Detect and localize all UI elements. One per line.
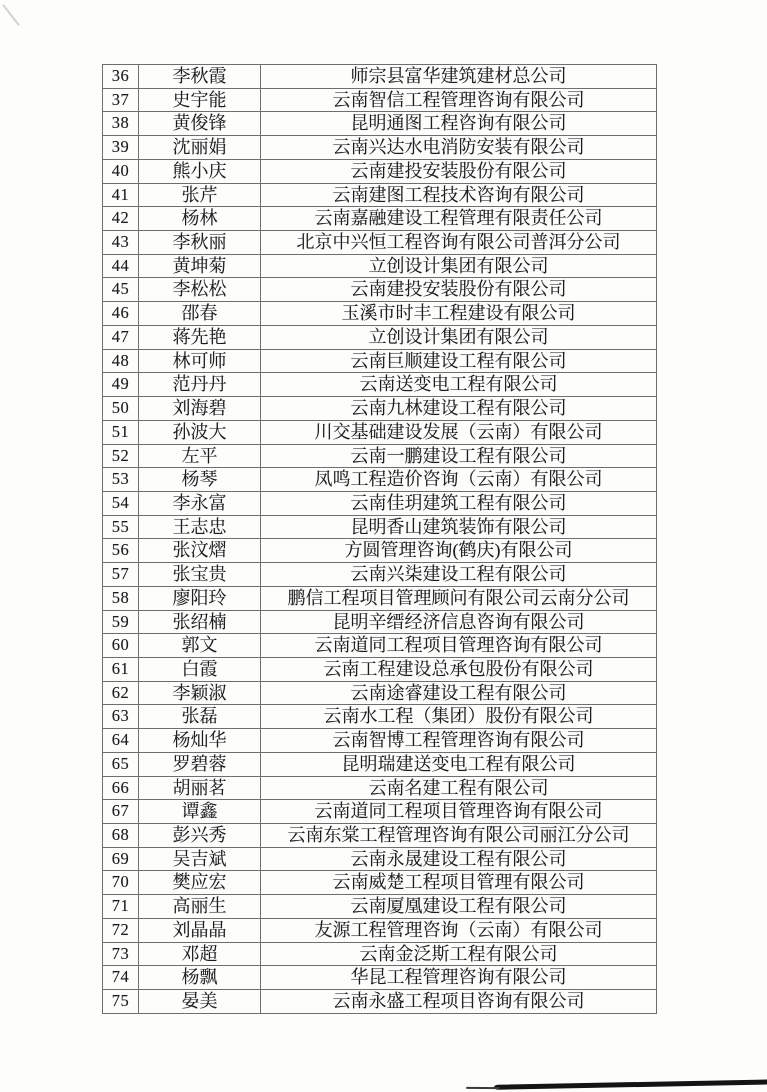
company-name-cell: 云南嘉融建设工程管理有限责任公司 (261, 207, 657, 231)
person-name-cell: 罗碧蓉 (139, 752, 261, 776)
person-name-cell: 廖阳玲 (139, 586, 261, 610)
person-name-cell: 孙波大 (139, 420, 261, 444)
company-name-cell: 云南兴柒建设工程有限公司 (261, 563, 657, 587)
table-row (103, 681, 657, 705)
person-name-cell: 杨灿华 (139, 729, 261, 753)
table-row (103, 800, 657, 824)
table-row (103, 373, 657, 397)
row-number-cell: 37 (103, 88, 139, 112)
company-name-cell: 云南威楚工程项目管理有限公司 (261, 871, 657, 895)
company-name-cell: 云南永盛工程项目咨询有限公司 (261, 990, 657, 1014)
person-name-cell: 樊应宏 (139, 871, 261, 895)
row-number-cell: 59 (103, 610, 139, 634)
company-name-cell: 昆明香山建筑装饰有限公司 (261, 515, 657, 539)
person-name-cell: 林可师 (139, 349, 261, 373)
table-row (103, 207, 657, 231)
row-number-cell: 43 (103, 231, 139, 255)
scan-artifact-corner-scratch (2, 4, 20, 26)
company-name-cell: 玉溪市时丰工程建设有限公司 (261, 302, 657, 326)
company-name-cell: 云南东棠工程管理咨询有限公司丽江分公司 (261, 824, 657, 848)
table-row (103, 420, 657, 444)
person-name-cell: 白霞 (139, 657, 261, 681)
row-number-cell: 65 (103, 752, 139, 776)
company-name-cell: 昆明瑞建送变电工程有限公司 (261, 752, 657, 776)
table-row (103, 847, 657, 871)
row-number-cell: 73 (103, 942, 139, 966)
person-name-cell: 高丽生 (139, 895, 261, 919)
company-name-cell: 云南送变电工程有限公司 (261, 373, 657, 397)
roster-table (102, 64, 657, 1014)
row-number-cell: 40 (103, 159, 139, 183)
row-number-cell: 70 (103, 871, 139, 895)
company-name-cell: 云南道同工程项目管理咨询有限公司 (261, 634, 657, 658)
table-row (103, 610, 657, 634)
person-name-cell: 张汶熠 (139, 539, 261, 563)
person-name-cell: 晏美 (139, 990, 261, 1014)
person-name-cell: 邵春 (139, 302, 261, 326)
row-number-cell: 38 (103, 112, 139, 136)
person-name-cell: 张磊 (139, 705, 261, 729)
company-name-cell: 云南道同工程项目管理咨询有限公司 (261, 800, 657, 824)
company-name-cell: 方圆管理咨询(鹤庆)有限公司 (261, 539, 657, 563)
table-row (103, 65, 657, 89)
table-row (103, 112, 657, 136)
row-number-cell: 56 (103, 539, 139, 563)
company-name-cell: 云南兴达水电消防安装有限公司 (261, 136, 657, 160)
row-number-cell: 72 (103, 918, 139, 942)
company-name-cell: 鹏信工程项目管理顾问有限公司云南分公司 (261, 586, 657, 610)
row-number-cell: 49 (103, 373, 139, 397)
row-number-cell: 74 (103, 966, 139, 990)
person-name-cell: 吴吉斌 (139, 847, 261, 871)
company-name-cell: 友源工程管理咨询（云南）有限公司 (261, 918, 657, 942)
table-row (103, 824, 657, 848)
company-name-cell: 云南金泛斯工程有限公司 (261, 942, 657, 966)
row-number-cell: 58 (103, 586, 139, 610)
company-name-cell: 师宗县富华建筑建材总公司 (261, 65, 657, 89)
row-number-cell: 67 (103, 800, 139, 824)
company-name-cell: 云南工程建设总承包股份有限公司 (261, 657, 657, 681)
person-name-cell: 李永富 (139, 491, 261, 515)
row-number-cell: 46 (103, 302, 139, 326)
table-row (103, 159, 657, 183)
row-number-cell: 69 (103, 847, 139, 871)
person-name-cell: 李秋霞 (139, 65, 261, 89)
person-name-cell: 熊小庆 (139, 159, 261, 183)
person-name-cell: 张宝贵 (139, 563, 261, 587)
row-number-cell: 66 (103, 776, 139, 800)
table-row (103, 88, 657, 112)
company-name-cell: 华昆工程管理咨询有限公司 (261, 966, 657, 990)
scan-artifact-bottom-line (494, 1079, 767, 1090)
person-name-cell: 黄俊锋 (139, 112, 261, 136)
company-name-cell: 凤鸣工程造价咨询（云南）有限公司 (261, 468, 657, 492)
row-number-cell: 39 (103, 136, 139, 160)
person-name-cell: 刘晶晶 (139, 918, 261, 942)
table-row (103, 183, 657, 207)
row-number-cell: 68 (103, 824, 139, 848)
table-row (103, 942, 657, 966)
row-number-cell: 36 (103, 65, 139, 89)
company-name-cell: 云南厦凰建设工程有限公司 (261, 895, 657, 919)
person-name-cell: 范丹丹 (139, 373, 261, 397)
person-name-cell: 沈丽娟 (139, 136, 261, 160)
person-name-cell: 李秋丽 (139, 231, 261, 255)
table-row (103, 895, 657, 919)
table-row (103, 657, 657, 681)
person-name-cell: 左平 (139, 444, 261, 468)
table-row (103, 491, 657, 515)
row-number-cell: 54 (103, 491, 139, 515)
table-row (103, 278, 657, 302)
table-row (103, 136, 657, 160)
person-name-cell: 杨琴 (139, 468, 261, 492)
person-name-cell: 郭文 (139, 634, 261, 658)
row-number-cell: 55 (103, 515, 139, 539)
table-row (103, 563, 657, 587)
company-name-cell: 云南名建工程有限公司 (261, 776, 657, 800)
row-number-cell: 47 (103, 325, 139, 349)
person-name-cell: 张绍楠 (139, 610, 261, 634)
person-name-cell: 蒋先艳 (139, 325, 261, 349)
company-name-cell: 立创设计集团有限公司 (261, 254, 657, 278)
table-row (103, 539, 657, 563)
table-row (103, 397, 657, 421)
person-name-cell: 张芹 (139, 183, 261, 207)
row-number-cell: 63 (103, 705, 139, 729)
person-name-cell: 杨林 (139, 207, 261, 231)
table-row (103, 990, 657, 1014)
row-number-cell: 53 (103, 468, 139, 492)
table-row (103, 515, 657, 539)
company-name-cell: 云南建图工程技术咨询有限公司 (261, 183, 657, 207)
table-row (103, 468, 657, 492)
person-name-cell: 李松松 (139, 278, 261, 302)
person-name-cell: 谭鑫 (139, 800, 261, 824)
company-name-cell: 云南智信工程管理咨询有限公司 (261, 88, 657, 112)
row-number-cell: 42 (103, 207, 139, 231)
company-name-cell: 云南佳玥建筑工程有限公司 (261, 491, 657, 515)
row-number-cell: 41 (103, 183, 139, 207)
table-row (103, 231, 657, 255)
row-number-cell: 48 (103, 349, 139, 373)
person-name-cell: 黄坤菊 (139, 254, 261, 278)
table-row (103, 966, 657, 990)
company-name-cell: 昆明通图工程咨询有限公司 (261, 112, 657, 136)
roster-table-body (103, 65, 657, 1014)
company-name-cell: 云南巨顺建设工程有限公司 (261, 349, 657, 373)
table-row (103, 254, 657, 278)
company-name-cell: 云南智博工程管理咨询有限公司 (261, 729, 657, 753)
row-number-cell: 45 (103, 278, 139, 302)
row-number-cell: 64 (103, 729, 139, 753)
company-name-cell: 云南建投安装股份有限公司 (261, 278, 657, 302)
person-name-cell: 刘海碧 (139, 397, 261, 421)
row-number-cell: 50 (103, 397, 139, 421)
company-name-cell: 云南水工程（集团）股份有限公司 (261, 705, 657, 729)
table-row (103, 752, 657, 776)
row-number-cell: 71 (103, 895, 139, 919)
table-row (103, 918, 657, 942)
row-number-cell: 61 (103, 657, 139, 681)
person-name-cell: 李颖淑 (139, 681, 261, 705)
company-name-cell: 云南途睿建设工程有限公司 (261, 681, 657, 705)
row-number-cell: 57 (103, 563, 139, 587)
table-row (103, 729, 657, 753)
row-number-cell: 44 (103, 254, 139, 278)
row-number-cell: 60 (103, 634, 139, 658)
table-row (103, 634, 657, 658)
company-name-cell: 立创设计集团有限公司 (261, 325, 657, 349)
row-number-cell: 51 (103, 420, 139, 444)
table-row (103, 349, 657, 373)
person-name-cell: 彭兴秀 (139, 824, 261, 848)
company-name-cell: 川交基础建设发展（云南）有限公司 (261, 420, 657, 444)
row-number-cell: 62 (103, 681, 139, 705)
person-name-cell: 杨飘 (139, 966, 261, 990)
table-row (103, 871, 657, 895)
person-name-cell: 胡丽茗 (139, 776, 261, 800)
company-name-cell: 云南九林建设工程有限公司 (261, 397, 657, 421)
company-name-cell: 云南建投安装股份有限公司 (261, 159, 657, 183)
person-name-cell: 王志忠 (139, 515, 261, 539)
company-name-cell: 云南永晟建设工程有限公司 (261, 847, 657, 871)
row-number-cell: 52 (103, 444, 139, 468)
table-row (103, 586, 657, 610)
table-row (103, 302, 657, 326)
company-name-cell: 云南一鹏建设工程有限公司 (261, 444, 657, 468)
table-row (103, 776, 657, 800)
company-name-cell: 昆明辛缙经济信息咨询有限公司 (261, 610, 657, 634)
table-row (103, 705, 657, 729)
table-row (103, 444, 657, 468)
table-row (103, 325, 657, 349)
person-name-cell: 邓超 (139, 942, 261, 966)
row-number-cell: 75 (103, 990, 139, 1014)
company-name-cell: 北京中兴恒工程咨询有限公司普洱分公司 (261, 231, 657, 255)
person-name-cell: 史宇能 (139, 88, 261, 112)
